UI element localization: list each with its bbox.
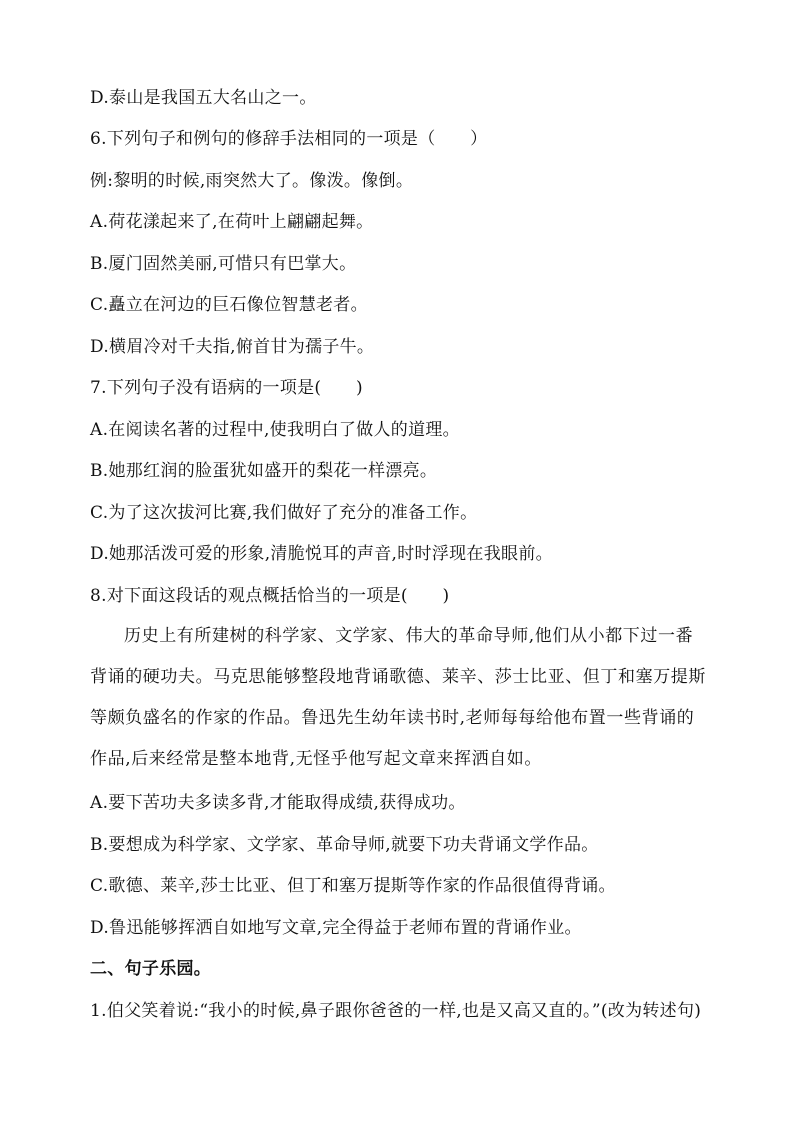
q6-option-d: D.横眉冷对千夫指,俯首甘为孺子牛。	[90, 337, 375, 357]
q8-option-b: B.要想成为科学家、文学家、革命导师,就要下功夫背诵文学作品。	[90, 835, 599, 855]
section2-q1: 1.伯父笑着说:“我小的时候,鼻子跟你爸爸的一样,也是又高又直的。”(改为转述句)	[90, 1001, 702, 1021]
q7-option-a: A.在阅读名著的过程中,使我明白了做人的道理。	[90, 420, 460, 440]
q7-option-d: D.她那活泼可爱的形象,清脆悦耳的声音,时时浮现在我眼前。	[90, 544, 553, 564]
q7-option-c: C.为了这次拔河比赛,我们做好了充分的准备工作。	[90, 503, 478, 523]
q6-stem: 6.下列句子和例句的修辞手法相同的一项是（ ）	[90, 129, 488, 149]
q6-option-c: C.矗立在河边的巨石像位智慧老者。	[90, 295, 368, 315]
q6-option-b: B.厦门固然美丽,可惜只有巴掌大。	[90, 254, 357, 274]
q8-option-d: D.鲁迅能够挥洒自如地写文章,完全得益于老师布置的背诵作业。	[90, 918, 582, 938]
q6-option-a: A.荷花漾起来了,在荷叶上翩翩起舞。	[90, 212, 374, 232]
section-heading: 二、句子乐园。	[90, 959, 212, 979]
q7-option-b: B.她那红润的脸蛋犹如盛开的梨花一样漂亮。	[90, 461, 438, 481]
q6-example: 例:黎明的时候,雨突然大了。像泼。像倒。	[90, 171, 414, 191]
q8-option-a: A.要下苦功夫多读多背,才能取得成绩,获得成功。	[90, 793, 466, 813]
q8-option-c: C.歌德、莱辛,莎士比亚、但丁和塞万提斯等作家的作品很值得背诵。	[90, 876, 616, 896]
q7-stem: 7.下列句子没有语病的一项是( )	[90, 378, 363, 398]
q5-option-d: D.泰山是我国五大名山之一。	[90, 88, 317, 108]
q8-passage: 历史上有所建树的科学家、文学家、伟大的革命导师,他们从小都下过一番背诵的硬功夫。马克思能够整段地背诵歌德、莱辛、莎士比亚、但丁和塞万提斯等颇负盛名的作家的作品。鲁迅先生幼年读书时,老师每每给他布置一些背诵的作品,后来经常是整本地背,无怪乎他写起文章来挥洒自如。	[90, 626, 706, 769]
q8-stem: 8.对下面这段话的观点概括恰当的一项是( )	[90, 586, 450, 606]
